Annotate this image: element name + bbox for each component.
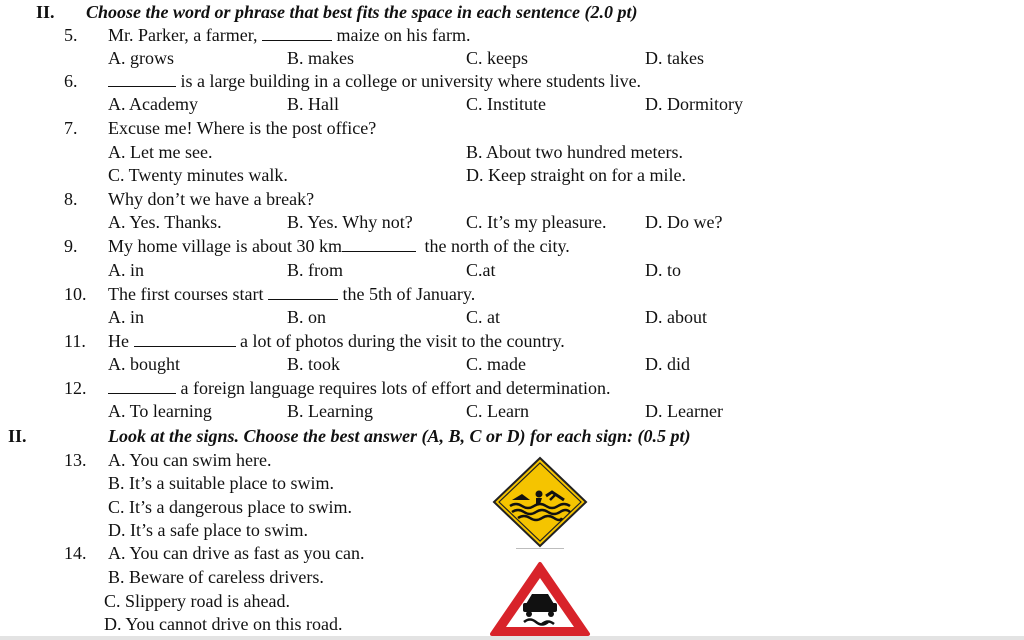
question-14-number: 14. [64, 543, 87, 563]
question-6-number: 6. [64, 71, 78, 91]
page-bottom-edge [0, 636, 1024, 640]
option-11c: C. made [466, 354, 526, 374]
question-12-number: 12. [64, 378, 87, 398]
question-7-text: Excuse me! Where is the post office? [108, 118, 377, 138]
answer-blank [108, 378, 176, 394]
option-14b: B. Beware of careless drivers. [108, 567, 324, 587]
section-2-heading: Look at the signs. Choose the best answer (A, B, C or D) for each sign: (0.5 pt) [108, 426, 691, 446]
option-9b: B. from [287, 260, 343, 280]
option-8c: C. It’s my pleasure. [466, 212, 607, 232]
option-5c: C. keeps [466, 48, 528, 68]
question-10-number: 10. [64, 284, 87, 304]
question-11-text: He a lot of photos during the visit to the country. [108, 331, 565, 351]
section-2-number: II. [8, 426, 27, 446]
option-7b: B. About two hundred meters. [466, 142, 683, 162]
slippery-road-sign-icon [488, 560, 592, 638]
section-1-number: II. [36, 2, 55, 22]
option-13a: A. You can swim here. [108, 450, 272, 470]
question-12-text: a foreign language requires lots of effort and determination. [108, 378, 611, 398]
question-11-number: 11. [64, 331, 86, 351]
option-14c: C. Slippery road is ahead. [104, 591, 290, 611]
option-12b: B. Learning [287, 401, 373, 421]
question-6-text: is a large building in a college or university where students live. [108, 71, 641, 91]
answer-blank [342, 236, 416, 252]
option-7a: A. Let me see. [108, 142, 213, 162]
option-6a: A. Academy [108, 94, 198, 114]
question-9-number: 9. [64, 236, 78, 256]
option-13b: B. It’s a suitable place to swim. [108, 473, 334, 493]
question-10-text: The first courses start the 5th of January. [108, 284, 476, 304]
option-11a: A. bought [108, 354, 180, 374]
answer-blank [134, 331, 236, 347]
option-6b: B. Hall [287, 94, 339, 114]
dangerous-swimming-sign-icon [492, 456, 588, 548]
option-9d: D. to [645, 260, 681, 280]
option-10d: D. about [645, 307, 707, 327]
section-1-heading: Choose the word or phrase that best fits the space in each sentence (2.0 pt) [86, 2, 638, 22]
option-10b: B. on [287, 307, 327, 327]
answer-blank [108, 71, 176, 87]
question-13-number: 13. [64, 450, 87, 470]
option-14a: A. You can drive as fast as you can. [108, 543, 365, 563]
option-6c: C. Institute [466, 94, 546, 114]
option-13d: D. It’s a safe place to swim. [108, 520, 308, 540]
option-6d: D. Dormitory [645, 94, 743, 114]
question-5-number: 5. [64, 25, 78, 45]
question-7-number: 7. [64, 118, 78, 138]
option-8d: D. Do we? [645, 212, 723, 232]
option-11b: B. took [287, 354, 341, 374]
option-12a: A. To learning [108, 401, 212, 421]
option-9c: C.at [466, 260, 496, 280]
option-14d: D. You cannot drive on this road. [104, 614, 343, 634]
question-8-text: Why don’t we have a break? [108, 189, 315, 209]
option-12d: D. Learner [645, 401, 723, 421]
option-9a: A. in [108, 260, 144, 280]
option-10c: C. at [466, 307, 500, 327]
option-5d: D. takes [645, 48, 704, 68]
answer-blank [268, 284, 338, 300]
option-5b: B. makes [287, 48, 354, 68]
option-10a: A. in [108, 307, 144, 327]
question-9-text: My home village is about 30 km the north of the city. [108, 236, 570, 256]
question-8-number: 8. [64, 189, 78, 209]
option-12c: C. Learn [466, 401, 529, 421]
option-7c: C. Twenty minutes walk. [108, 165, 288, 185]
option-8a: A. Yes. Thanks. [108, 212, 222, 232]
divider [516, 548, 564, 549]
option-7d: D. Keep straight on for a mile. [466, 165, 686, 185]
answer-blank [262, 25, 332, 41]
option-13c: C. It’s a dangerous place to swim. [108, 497, 352, 517]
option-8b: B. Yes. Why not? [287, 212, 413, 232]
option-11d: D. did [645, 354, 690, 374]
question-5-text: Mr. Parker, a farmer, maize on his farm. [108, 25, 471, 45]
option-5a: A. grows [108, 48, 174, 68]
